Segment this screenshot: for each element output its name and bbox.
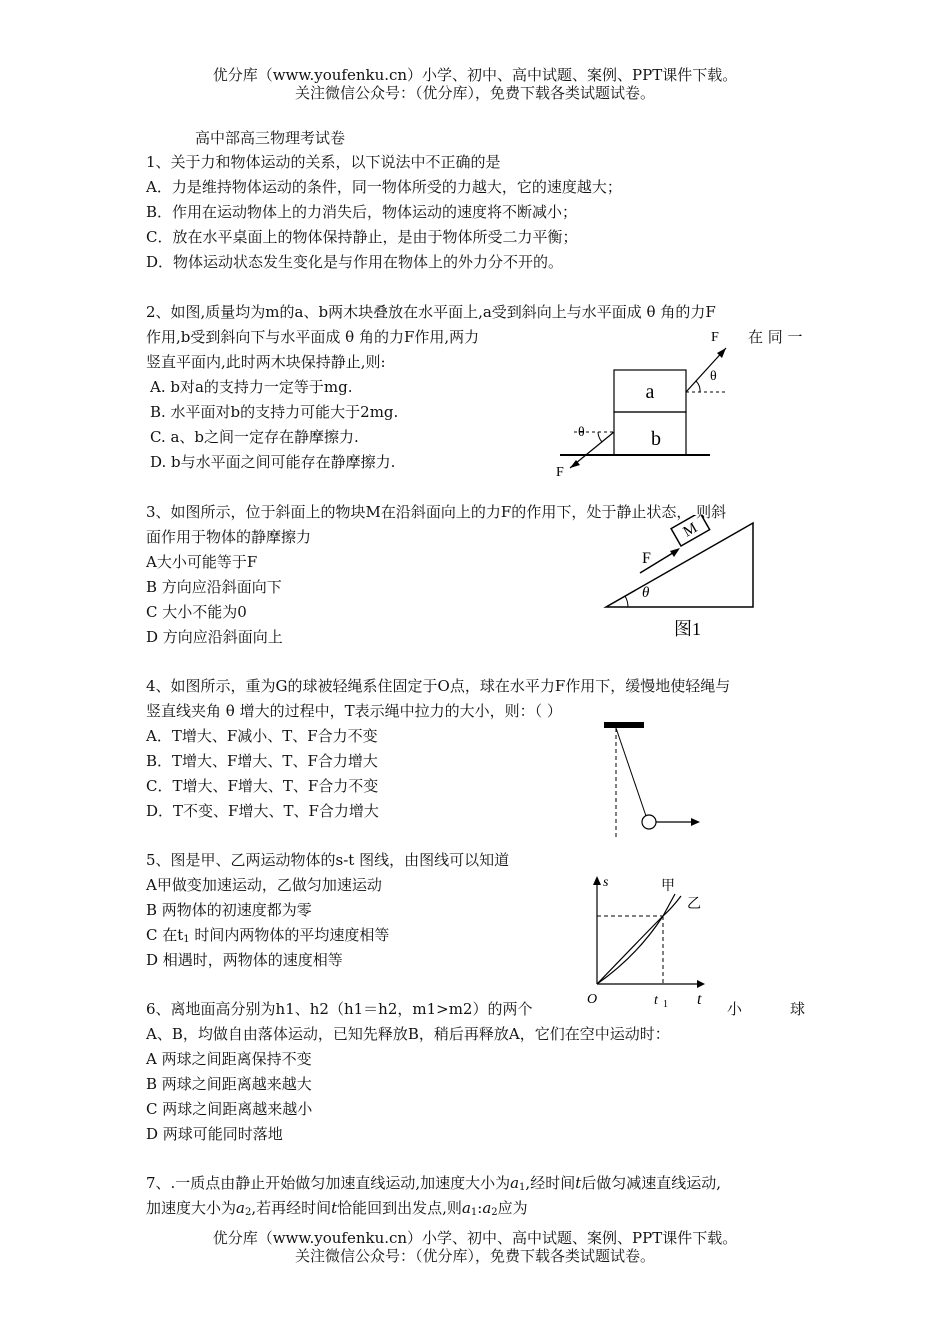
q7-text-1a: 7、.一质点由静止开始做匀加速直线运动,加速度大小为 — [146, 1174, 511, 1192]
q6-stem-line-2: A、B，均做自由落体运动，已知先释放B，稍后再释放A，它们在空中运动时： — [146, 1025, 670, 1043]
q7-text-1b: ,经时间 — [525, 1174, 576, 1192]
q2-block-b — [614, 412, 686, 455]
q7-text-2d: : — [477, 1199, 483, 1217]
q6-stem-tail-a: 小 — [727, 1000, 743, 1018]
q1-option-a: A．力是维持物体运动的条件，同一物体所受的力越大，它的速度越大； — [146, 178, 622, 196]
q7-t-2: t — [331, 1199, 338, 1217]
q2-label-f-upper: F — [711, 330, 719, 345]
q7-a2-2: a — [482, 1199, 492, 1217]
q7-a1-2: a — [461, 1199, 471, 1217]
q7-text-2b: ,若再经时间 — [251, 1199, 332, 1217]
q7-a2-sub: 2 — [244, 1207, 252, 1218]
q7-stem-line-2 — [146, 1198, 528, 1223]
q4-option-a: A．T增大、F减小、T、F合力不变 — [146, 727, 378, 745]
q5-label-t: t — [697, 991, 702, 1008]
q1-option-d: D．物体运动状态发生变化是与作用在物体上的外力分不开的。 — [146, 253, 564, 271]
q4-figure — [596, 722, 706, 844]
q2-label-b: b — [651, 428, 661, 450]
q3-stem-line-2: 面作用于物体的静摩擦力 — [146, 528, 312, 546]
q7-a1-2-sub: 1 — [470, 1207, 478, 1218]
q2-option-a: A. b对a的支持力一定等于mg. — [150, 378, 353, 396]
q3-option-b: B 方向应沿斜面向下 — [146, 578, 282, 596]
q5-option-c-start: C 在t — [146, 926, 184, 944]
q2-stem-line-3: 竖直平面内,此时两木块保持静止,则: — [146, 353, 386, 371]
q3-option-a: A大小可能等于F — [146, 553, 258, 571]
q3-option-d: D 方向应沿斜面向上 — [146, 628, 283, 646]
q6-stem-tail-b: 球 — [790, 1000, 806, 1018]
q5-option-d: D 相遇时，两物体的速度相等 — [146, 951, 343, 969]
q4-stem-line-1: 4、如图所示，重为G的球被轻绳系住固定于O点，球在水平力F作用下，缓慢地使轻绳与 — [146, 677, 731, 695]
q3-caption: 图1 — [674, 619, 701, 639]
q6-option-d: D 两球可能同时落地 — [146, 1125, 283, 1143]
q5-line-yi — [597, 896, 681, 984]
q2-label-f-lower: F — [556, 465, 564, 480]
q3-incline — [606, 523, 753, 607]
q5-option-b: B 两物体的初速度都为零 — [146, 901, 312, 919]
q4-stem-line-2: 竖直线夹角 θ 增大的过程中，T表示绳中拉力的大小，则：（ ） — [146, 702, 562, 720]
header-line-1: 优分库（www.youfenku.cn）小学、初中、高中试题、案例、PPT课件下载。 — [212, 66, 738, 84]
q7-t: t — [575, 1174, 582, 1192]
q5-label-jia: 甲 — [661, 879, 675, 894]
q2-option-b: B. 水平面对b的支持力可能大于2mg. — [150, 403, 399, 421]
q2-option-c: C. a、b之间一定存在静摩擦力. — [150, 428, 359, 446]
q5-label-t1-sub: 1 — [663, 999, 668, 1010]
q5-label-s: s — [603, 875, 609, 890]
q5-stem: 5、图是甲、乙两运动物体的s-t 图线，由图线可以知道 — [146, 851, 510, 869]
q3-label-theta: θ — [642, 585, 650, 601]
q2-stem-line-2-tail: 在 同 一 — [748, 328, 803, 346]
q3-option-c: C 大小不能为0 — [146, 603, 247, 621]
q5-label-o: O — [587, 992, 598, 1007]
q7-text-2c: 恰能回到出发点,则 — [337, 1199, 462, 1217]
q2-option-d: D. b与水平面之间可能存在静摩擦力. — [150, 453, 396, 471]
q5-figure — [585, 868, 715, 1010]
q4-ball — [642, 815, 656, 829]
q7-text-2e: 应为 — [497, 1199, 528, 1217]
q6-option-b: B 两球之间距离越来越大 — [146, 1075, 312, 1093]
q7-a1-sub: 1 — [519, 1182, 526, 1193]
q7-text-2a: 加速度大小为 — [146, 1199, 237, 1217]
q6-option-a: A 两球之间距离保持不变 — [146, 1050, 312, 1068]
q3-figure — [598, 515, 763, 645]
q5-option-a: A甲做变加速运动，乙做匀加速运动 — [146, 876, 382, 894]
q1-stem: 1、关于力和物体运动的关系，以下说法中不正确的是 — [146, 153, 501, 171]
q2-stem-line-1: 2、如图,质量均为m的a、b两木块叠放在水平面上,a受到斜向上与水平面成 θ 角的力F — [146, 303, 716, 321]
q1-option-b: B．作用在运动物体上的力消失后，物体运动的速度将不断减小； — [146, 203, 578, 221]
footer-line-2: 关注微信公众号：（优分库），免费下载各类试题试卷。 — [294, 1247, 655, 1265]
q1-option-c: C．放在水平桌面上的物体保持静止，是由于物体所受二力平衡； — [146, 228, 578, 246]
q4-option-b: B．T增大、F增大、T、F合力增大 — [146, 752, 378, 770]
q5-option-c — [146, 925, 389, 950]
q6-stem-line-1: 6、离地面高分别为h1、h2（h1＝h2，m1>m2）的两个 — [146, 1000, 533, 1018]
q7-a1: a — [510, 1174, 520, 1192]
q4-option-d: D．T不变、F增大、T、F合力增大 — [146, 802, 379, 820]
q2-stem-line-2: 作用,b受到斜向下与水平面成 θ 角的力F作用,两力 — [146, 328, 480, 346]
q6-option-c: C 两球之间距离越来越小 — [146, 1100, 313, 1118]
q5-option-c-rest: 时间内两物体的平均速度相等 — [189, 926, 390, 944]
q2-label-theta-upper: θ — [710, 369, 717, 384]
q7-text-1c: 后做匀减速直线运动, — [581, 1174, 722, 1192]
q2-label-theta-lower: θ — [578, 425, 585, 440]
q7-stem-line-1 — [146, 1173, 721, 1198]
header-line-2: 关注微信公众号：（优分库），免费下载各类试题试卷。 — [294, 84, 655, 102]
q5-option-c-sub: 1 — [183, 934, 190, 945]
q4-option-c: C．T增大、F增大、T、F合力不变 — [146, 777, 379, 795]
q7-a2: a — [236, 1199, 245, 1217]
q5-label-t1: t — [654, 993, 658, 1008]
q4-ceiling — [604, 722, 644, 728]
q2-label-a: a — [645, 381, 655, 403]
exam-title: 高中部高三物理考试卷 — [195, 129, 346, 147]
q3-stem-line-1: 3、如图所示，位于斜面上的物块M在沿斜面向上的力F的作用下，处于静止状态， 则斜 — [146, 503, 727, 521]
footer-line-1: 优分库（www.youfenku.cn）小学、初中、高中试题、案例、PPT课件下载。 — [212, 1229, 738, 1247]
q3-label-f: F — [642, 550, 651, 567]
q5-label-yi: 乙 — [687, 897, 701, 912]
q4-force-arrowhead — [691, 818, 700, 826]
q3-label-m: M — [680, 520, 701, 541]
q7-a2-2-sub: 2 — [491, 1207, 498, 1218]
q2-figure — [550, 328, 740, 480]
q3-force-arrowhead — [670, 548, 680, 557]
q4-rope — [616, 728, 646, 816]
q3-block-m — [671, 515, 710, 546]
